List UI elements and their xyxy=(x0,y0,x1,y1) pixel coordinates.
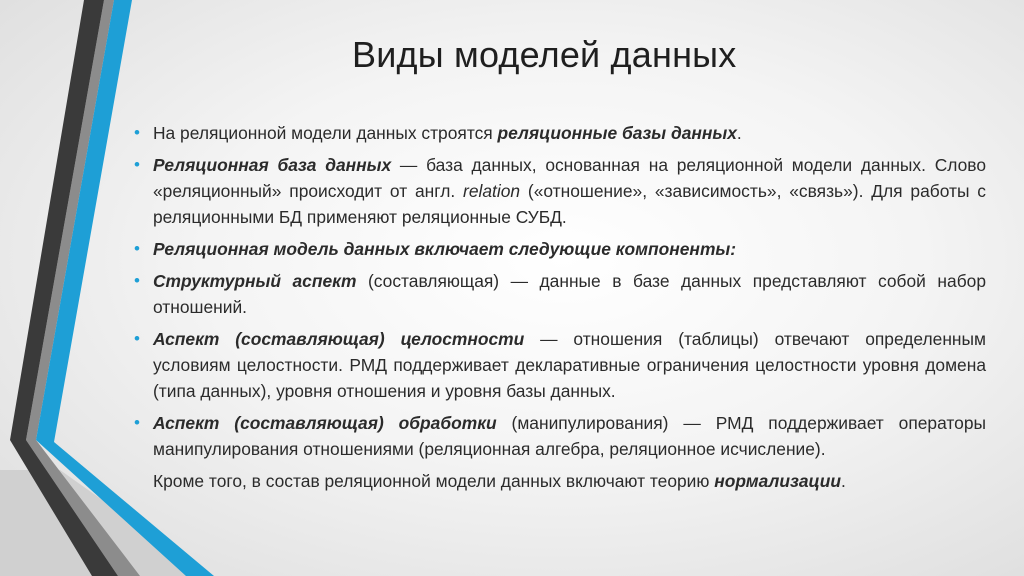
text-segment: На реляционной модели данных строятся xyxy=(153,123,498,143)
bullet-icon: • xyxy=(134,413,140,432)
text-segment: («отношение», «зависимость», «связь»). Для работы с реляционными БД применяют реляционные СУБД. xyxy=(153,181,986,227)
text-segment: — отношения (таблицы) отвечают определенным условиям целостности. РМД поддерживает декларативные ограничения целостности уровня домена (типа данных), уровня отношения и уровня базы данных. xyxy=(153,329,986,401)
emphasis-segment: нормализации xyxy=(714,471,842,491)
slide-content xyxy=(134,120,986,500)
text-segment: (составляющая) — данные в базе данных представляют собой набор отношений. xyxy=(153,271,986,317)
emphasis-segment: Аспект (составляющая) обработки xyxy=(153,413,497,433)
emphasis-segment: Реляционная модель данных включает следующие компоненты: xyxy=(153,239,737,259)
closing-paragraph xyxy=(134,468,986,494)
bullet-icon: • xyxy=(134,155,140,174)
bullet-item xyxy=(134,268,986,320)
emphasis-segment: реляционные базы данных xyxy=(497,123,737,143)
bullet-item xyxy=(134,120,986,146)
text-segment: . xyxy=(841,471,846,491)
bullet-item xyxy=(134,152,986,230)
text-segment: . xyxy=(736,123,742,143)
text-segment: (манипулирования) — РМД поддерживает операторы манипулирования отношениями (реляционная алгебра, реляционное исчисление). xyxy=(153,413,986,459)
bullet-item xyxy=(134,236,986,262)
bullet-item xyxy=(134,326,986,404)
emphasis-segment: relation xyxy=(463,181,521,201)
text-segment: — база данных, основанная на реляционной модели данных. Слово «реляционный» происходит от англ. xyxy=(153,155,986,201)
bullet-list xyxy=(134,120,986,462)
emphasis-segment: Аспект (составляющая) целостности xyxy=(153,329,525,349)
bullet-icon: • xyxy=(134,329,140,348)
bullet-icon: • xyxy=(134,271,140,290)
bullet-icon: • xyxy=(134,239,140,258)
text-segment: Кроме того, в состав реляционной модели данных включают теорию xyxy=(153,471,715,491)
bullet-item xyxy=(134,410,986,462)
bullet-icon: • xyxy=(134,123,140,142)
slide-title: Виды моделей данных xyxy=(352,34,737,75)
emphasis-segment: Структурный аспект xyxy=(153,271,357,291)
emphasis-segment: Реляционная база данных xyxy=(153,155,392,175)
